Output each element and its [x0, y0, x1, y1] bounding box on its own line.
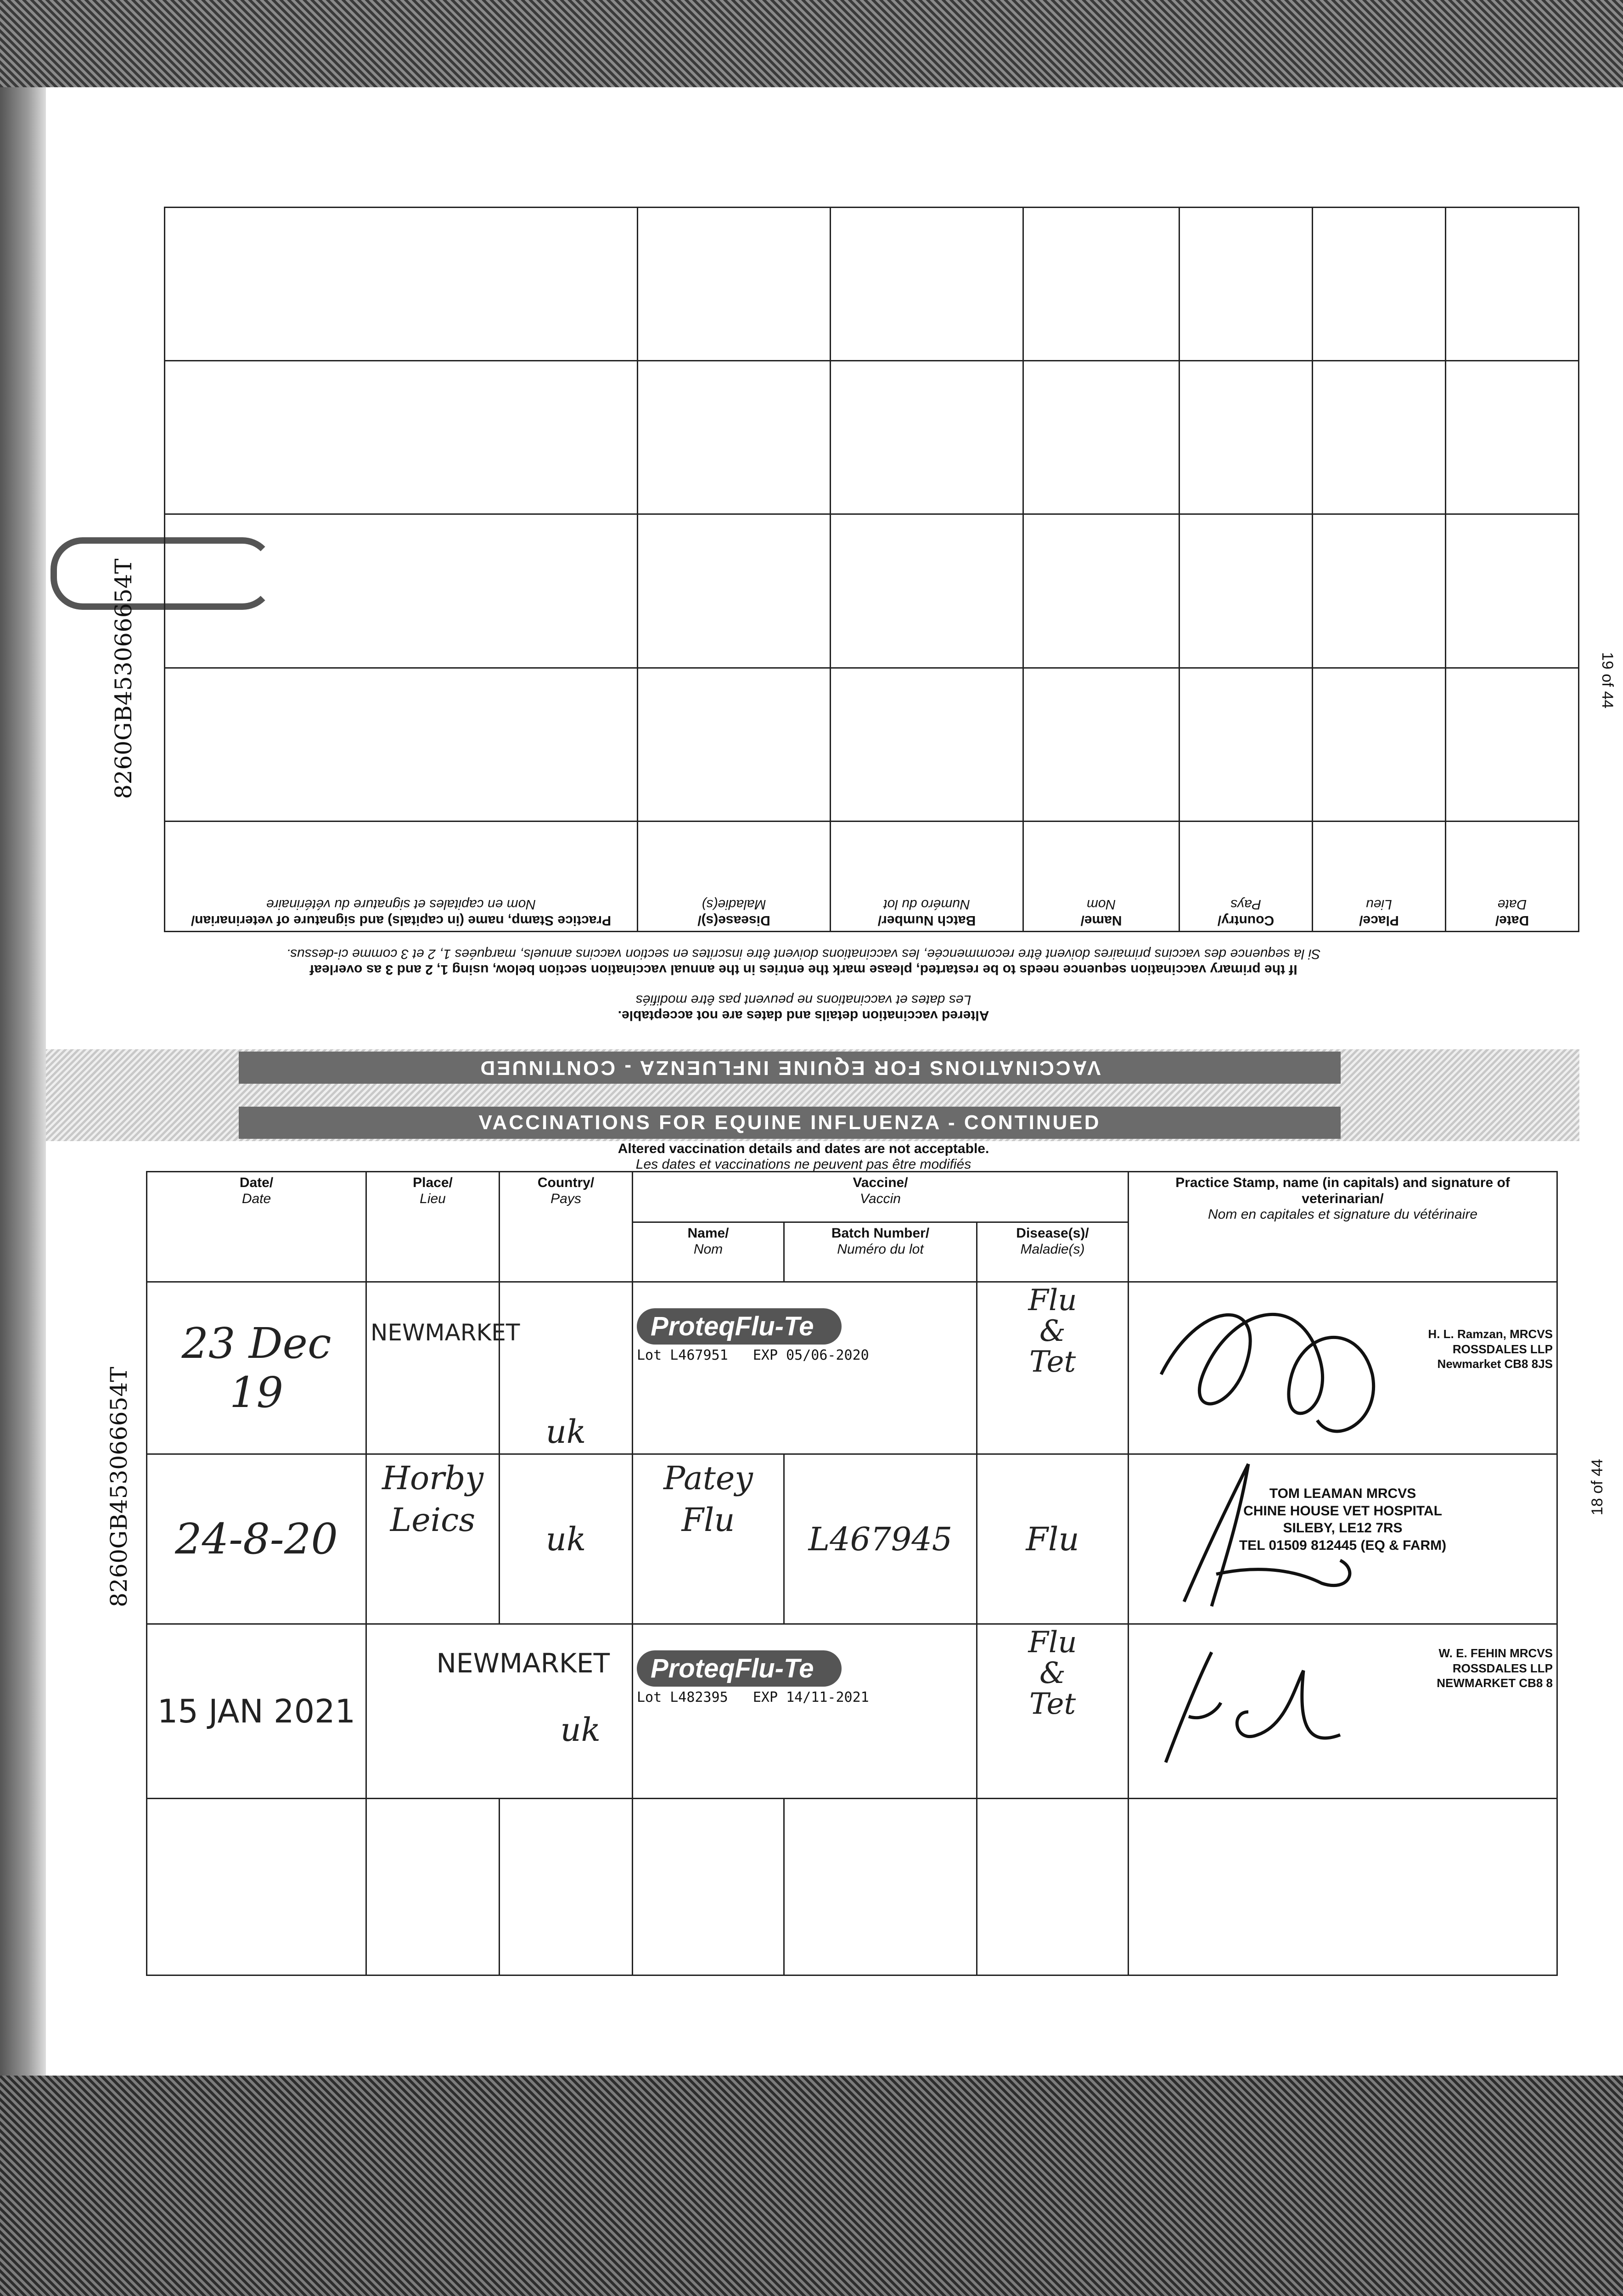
- header-name: Name/ Nom: [633, 1222, 784, 1282]
- upper-cell: [831, 208, 1023, 361]
- upper-cell: [1023, 668, 1179, 821]
- header-date: Date/ Date: [147, 1172, 366, 1282]
- scan-top-shadow: [0, 0, 1623, 87]
- row2-country: uk: [500, 1454, 633, 1624]
- header-place: Place/ Lieu: [366, 1172, 500, 1282]
- vaccine-label: ProteqFlu-Te: [637, 1650, 842, 1687]
- upper-cell: [1446, 514, 1579, 668]
- row3-place: NEWMARKET uk: [366, 1624, 633, 1799]
- row2-batch: L467945: [784, 1454, 977, 1624]
- upper-cell: [165, 668, 638, 821]
- notice-en: Altered vaccination details and dates are not acceptable.: [618, 1141, 989, 1156]
- upper-notice: [46, 992, 1561, 1023]
- upper-cell: [165, 208, 638, 361]
- upper-vaccination-table: [164, 207, 1579, 932]
- row3-vaccine-sticker: [633, 1624, 977, 1799]
- row2-name: Patey Flu: [633, 1454, 784, 1624]
- upper-cell: [638, 668, 831, 821]
- binder-edge: [0, 87, 46, 2076]
- empty-cell: [147, 1799, 366, 1975]
- upper-cell: [1313, 208, 1446, 361]
- upper-cell: [831, 668, 1023, 821]
- empty-cell: [977, 1799, 1129, 1975]
- signature-2: [1157, 1455, 1386, 1620]
- table-row: [147, 1624, 1557, 1799]
- upper-instruction-en: If the primary vaccination sequence needs to be restarted, please mark the entries in the annual vaccination section below, using 1, 2 and 3 as overleaf: [309, 962, 1297, 977]
- upper-header-date: Date/ Date: [1446, 821, 1579, 931]
- row2-disease: Flu: [977, 1454, 1129, 1624]
- upper-header-batch: Batch Number/ Numéro du lot: [831, 821, 1023, 931]
- passport-id: 8260GB453066654T: [106, 1367, 132, 1607]
- vaccine-label: ProteqFlu-Te: [637, 1308, 842, 1345]
- upper-cell: [1023, 514, 1179, 668]
- upper-cell: [1446, 668, 1579, 821]
- upper-cell: [1179, 208, 1313, 361]
- row1-date: 23 Dec 19: [147, 1282, 366, 1454]
- table-row: [147, 1282, 1557, 1454]
- header-country: Country/ Pays: [500, 1172, 633, 1282]
- upper-cell: [1313, 668, 1446, 821]
- upper-cell: [165, 361, 638, 514]
- row2-date: 24-8-20: [147, 1454, 366, 1624]
- signature-3: [1147, 1643, 1349, 1781]
- upper-cell: [831, 361, 1023, 514]
- upper-cell: [1313, 361, 1446, 514]
- header-vaccine: Vaccine/ Vaccin: [633, 1172, 1129, 1222]
- upper-cell: [1446, 361, 1579, 514]
- upper-cell: [831, 514, 1023, 668]
- section-title: VACCINATIONS FOR EQUINE INFLUENZA - CONTINUED: [239, 1107, 1341, 1139]
- signature-1: [1143, 1283, 1400, 1452]
- upper-header-name: Name/ Nom: [1023, 821, 1179, 931]
- empty-cell: [500, 1799, 633, 1975]
- upper-header-disease: Disease(s)/ Maladie(s): [638, 821, 831, 931]
- row3-disease: Flu & Tet: [977, 1624, 1129, 1799]
- upper-instruction-fr: Si la sequence des vaccins primaires doivent être recommencée, les vaccinations doivent être inscrites en section vaccins annuels, marquées 1, 2 et 3 comme ci-dessus.: [286, 946, 1321, 962]
- row1-lot: Lot L467951 EXP 05/06-2020: [637, 1347, 869, 1363]
- empty-cell: [784, 1799, 977, 1975]
- row1-vaccine-sticker: [633, 1282, 977, 1454]
- notice-fr: Les dates et vaccinations ne peuvent pas être modifiés: [635, 1157, 972, 1172]
- upper-cell: [1179, 361, 1313, 514]
- upper-cell: [165, 514, 638, 668]
- upper-cell: [1023, 361, 1179, 514]
- vaccination-table: [146, 1171, 1558, 1976]
- empty-cell: [1129, 1799, 1557, 1975]
- upper-page-number: 19 of 44: [1599, 652, 1616, 709]
- upper-instructions: [46, 946, 1561, 977]
- upper-cell: [1313, 514, 1446, 668]
- upper-notice-fr: Les dates et vaccinations ne peuvent pas être modifiés: [635, 992, 972, 1007]
- row3-stamp: W. E. FEHIN MRCVS ROSSDALES LLP NEWMARKET CB8 8: [1129, 1624, 1557, 1799]
- scan-bottom-shadow: [0, 2076, 1623, 2296]
- upper-cell: [638, 514, 831, 668]
- upper-page: [165, 207, 1579, 932]
- row1-place: NEWMARKET: [366, 1282, 500, 1454]
- table-row: [147, 1799, 1557, 1975]
- row2-stamp: TOM LEAMAN MRCVS CHINE HOUSE VET HOSPITAL SILEBY, LE12 7RS TEL 01509 812445 (EQ & FARM): [1129, 1454, 1557, 1624]
- upper-cell: [1179, 514, 1313, 668]
- table-row: [147, 1454, 1557, 1624]
- header-batch: Batch Number/ Numéro du lot: [784, 1222, 977, 1282]
- row3-lot: Lot L482395 EXP 14/11-2021: [637, 1689, 869, 1705]
- upper-cell: [638, 208, 831, 361]
- header-disease: Disease(s)/ Maladie(s): [977, 1222, 1129, 1282]
- upper-header-place: Place/ Lieu: [1313, 821, 1446, 931]
- upper-header-stamp: Practice Stamp, name (in capitals) and signature of veterinarian/ Nom en capitales et signature du vétérinaire: [165, 821, 638, 931]
- upper-cell: [1446, 208, 1579, 361]
- empty-cell: [633, 1799, 784, 1975]
- row1-country: uk: [500, 1282, 633, 1454]
- header-stamp: Practice Stamp, name (in capitals) and signature of veterinarian/ Nom en capitales et signature du vétérinaire: [1129, 1172, 1557, 1282]
- row1-stamp: H. L. Ramzan, MRCVS ROSSDALES LLP Newmarket CB8 8JS: [1129, 1282, 1557, 1454]
- upper-header-country: Country/ Pays: [1179, 821, 1313, 931]
- row3-date: 15 JAN 2021: [147, 1624, 366, 1799]
- empty-cell: [366, 1799, 500, 1975]
- row1-disease: Flu & Tet: [977, 1282, 1129, 1454]
- upper-notice-en: Altered vaccination details and dates are not acceptable.: [618, 1008, 989, 1023]
- upper-cell: [638, 361, 831, 514]
- upper-cell: [1179, 668, 1313, 821]
- upper-cell: [1023, 208, 1179, 361]
- upper-passport-id: 8260GB453066654T: [110, 558, 137, 799]
- page-number: 18 of 44: [1589, 1459, 1606, 1515]
- notice: [46, 1141, 1561, 1172]
- upper-section-title: VACCINATIONS FOR EQUINE INFLUENZA - CONTINUED: [239, 1052, 1341, 1084]
- row2-place: Horby Leics: [366, 1454, 500, 1624]
